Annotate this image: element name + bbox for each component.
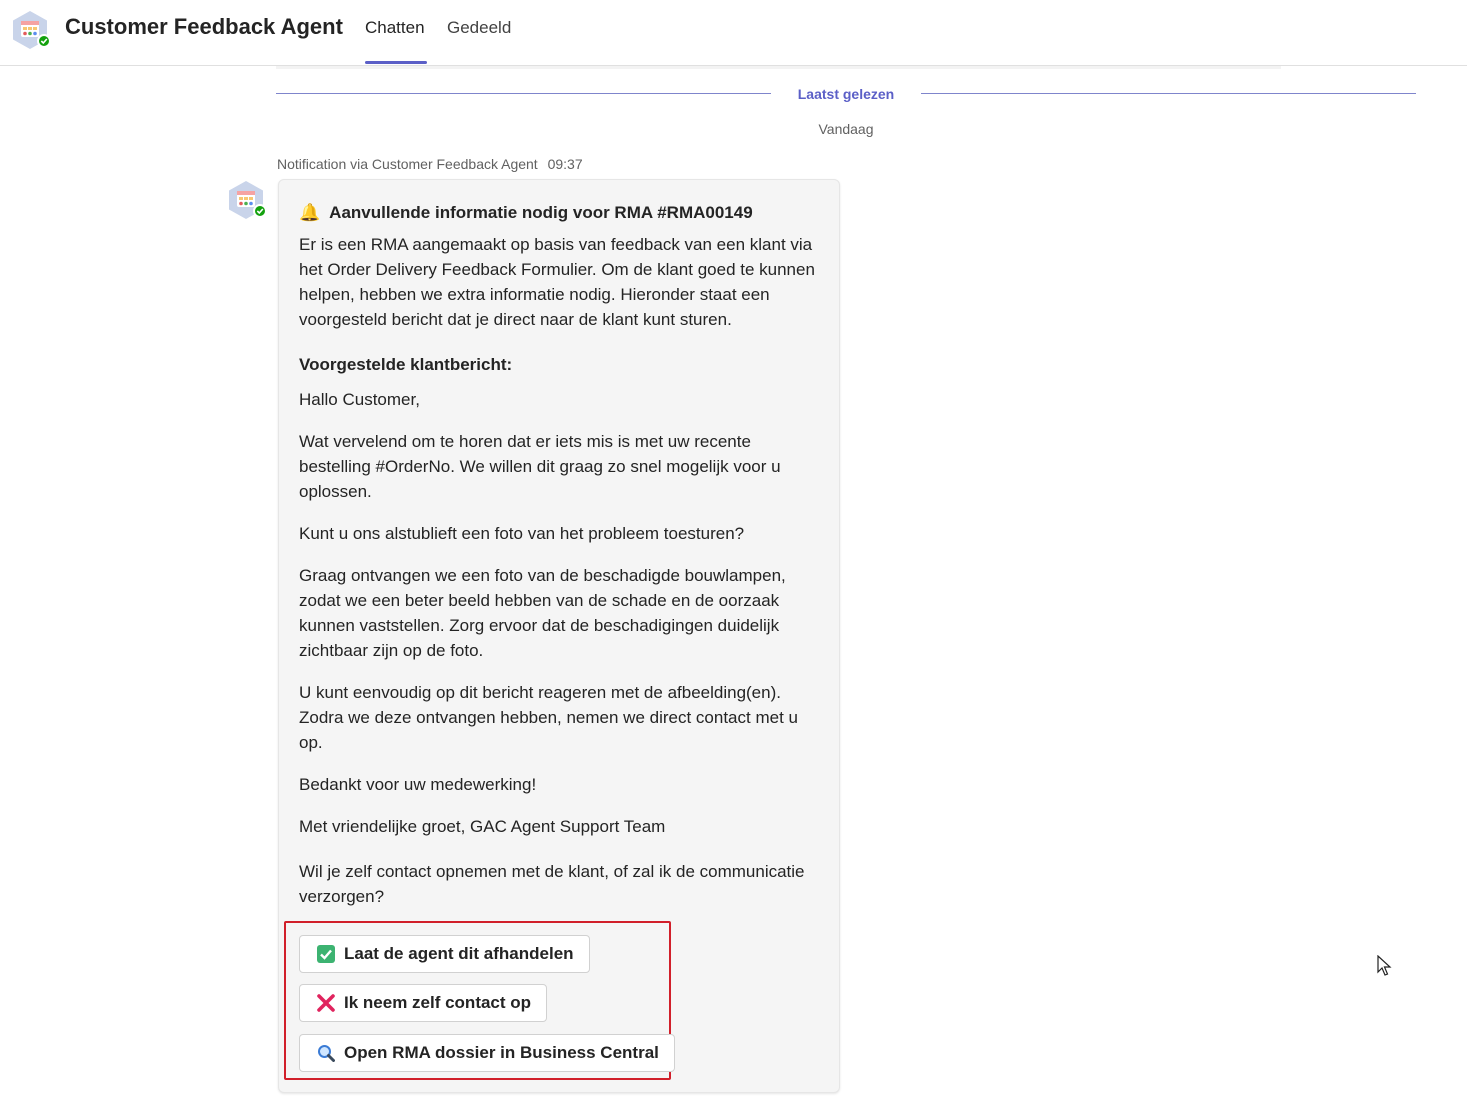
card-paragraph: Graag ontvangen we een foto van de beschadigde bouwlampen, zodat we een beter beeld hebben van de schade en de oorzaak kunnen vaststellen. Zorg ervoor dat de beschadigingen duidelijk zichtbaar zijn op de foto. [299, 566, 786, 660]
card-title-text: Aanvullende informatie nodig voor RMA #RMA00149 [329, 203, 753, 222]
open-rma-button[interactable] [299, 1034, 675, 1072]
card-title [299, 202, 821, 224]
card-paragraph: Kunt u ons alstublieft een foto van het probleem toesturen? [299, 524, 745, 543]
last-read-divider-left [276, 93, 771, 94]
bot-avatar[interactable] [226, 180, 266, 220]
open-rma-label: Open RMA dossier in Business Central [344, 1043, 659, 1062]
card-intro: Er is een RMA aangemaakt op basis van feedback van een klant via het Order Delivery Feedback Formulier. Om de klant goed te kunnen helpen, hebben we extra informatie nodig. Hieronder staat een voorgesteld bericht dat je direct naar de klant kunt sturen. [299, 235, 815, 329]
app-header [0, 0, 1467, 66]
last-read-divider-right [921, 93, 1416, 94]
self-contact-button[interactable] [299, 984, 547, 1022]
message-sender: Notification via Customer Feedback Agent [277, 156, 538, 172]
card-paragraph: Wat vervelend om te horen dat er iets mis is met uw recente bestelling #OrderNo. We willen dit graag zo snel mogelijk voor u oplossen. [299, 432, 781, 501]
agent-handle-button[interactable] [299, 935, 590, 973]
mouse-cursor-icon [1377, 955, 1393, 977]
self-contact-label: Ik neem zelf contact op [344, 993, 532, 1012]
bell-icon: 🔔 [299, 203, 321, 222]
suggested-heading: Voorgestelde klantbericht: [299, 355, 513, 374]
agent-handle-label: Laat de agent dit afhandelen [344, 944, 574, 963]
tab-chat[interactable]: Chatten [365, 18, 425, 37]
card-paragraph: Bedankt voor uw medewerking! [299, 775, 537, 794]
magnifier-icon [316, 1043, 336, 1063]
tab-shared[interactable]: Gedeeld [447, 18, 512, 37]
active-tab-indicator [365, 61, 427, 64]
app-title: Customer Feedback Agent [65, 14, 343, 39]
card-paragraph: Met vriendelijke groet, GAC Agent Support Team [299, 817, 666, 836]
cross-mark-icon [316, 993, 336, 1013]
card-paragraph: U kunt eenvoudig op dit bericht reageren met de afbeelding(en). Zodra we deze ontvangen hebben, nemen we direct contact met u op. [299, 683, 798, 752]
greeting: Hallo Customer, [299, 390, 420, 409]
message-meta [277, 156, 583, 172]
message-time: 09:37 [547, 156, 583, 172]
header-shadow [276, 66, 1281, 69]
app-avatar[interactable] [10, 10, 50, 50]
card-content [299, 202, 821, 909]
card-question: Wil je zelf contact opnemen met de klant, of zal ik de communicatie verzorgen? [299, 862, 805, 906]
agent-hexagon-icon [226, 180, 266, 220]
day-separator: Vandaag [818, 121, 874, 137]
last-read-label: Laatst gelezen [797, 86, 895, 102]
check-mark-icon [316, 944, 336, 964]
agent-hexagon-icon [10, 10, 50, 50]
